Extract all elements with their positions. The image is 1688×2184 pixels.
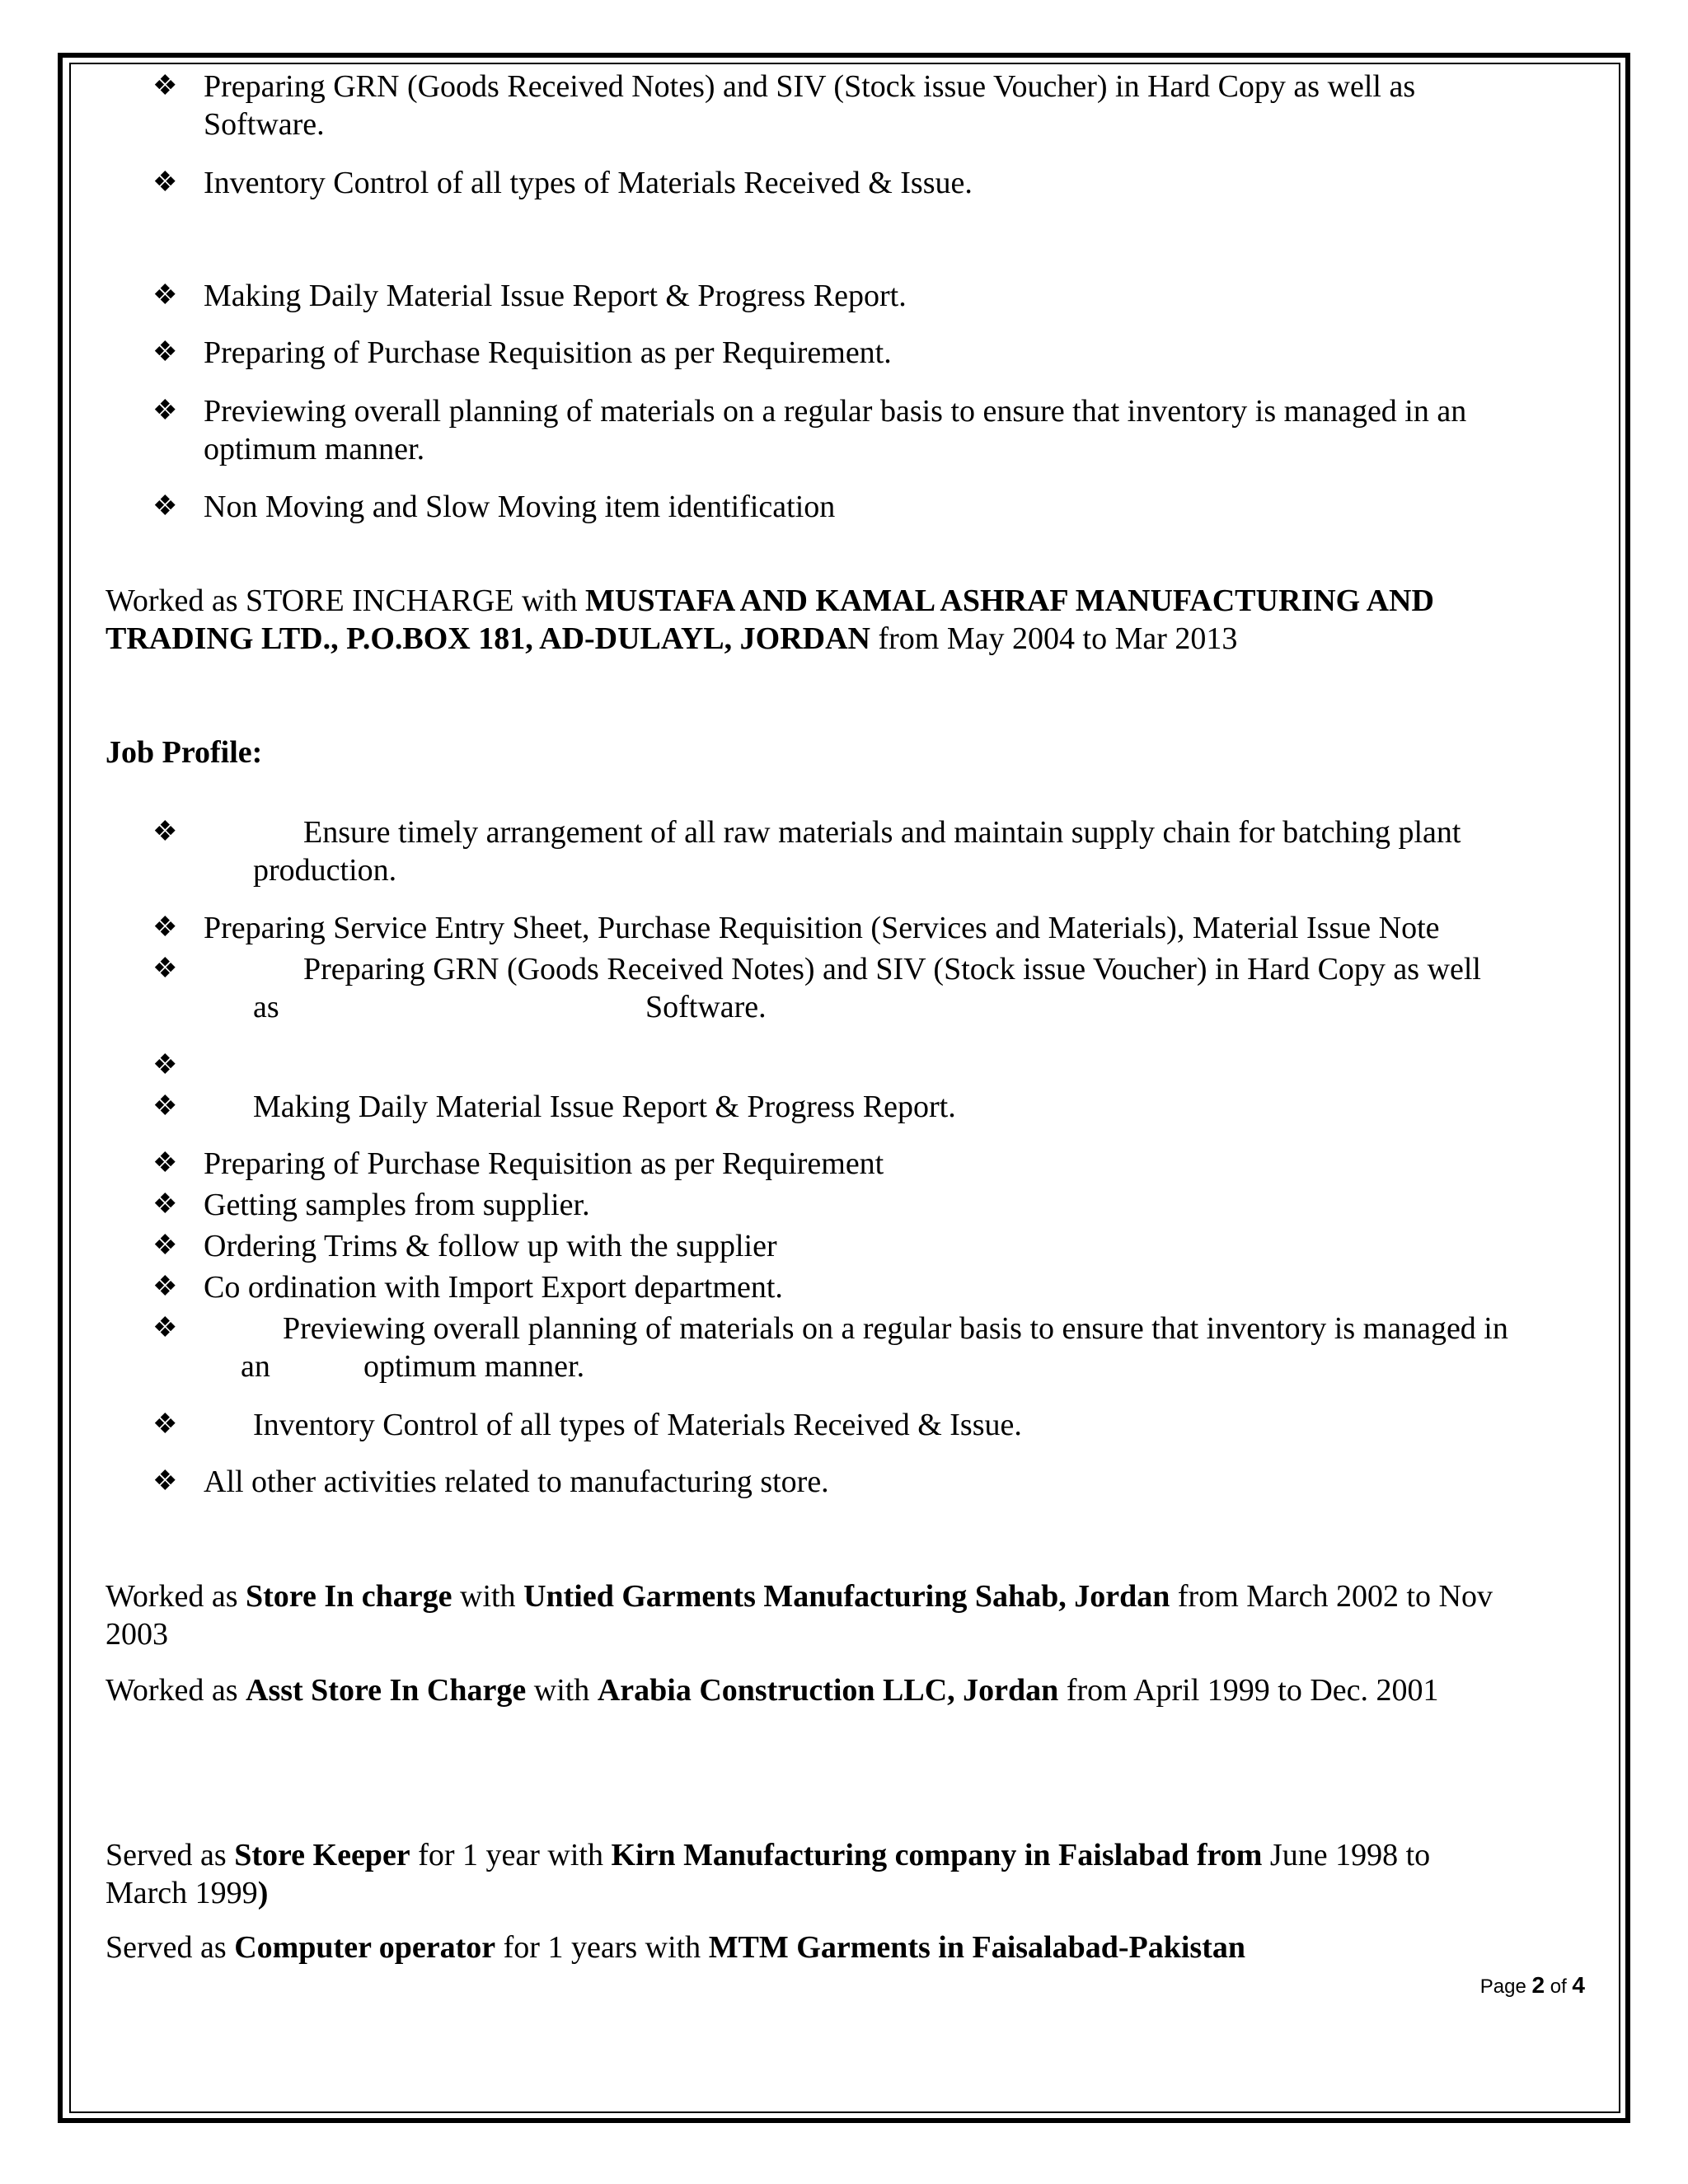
bullet-icon: ❖ bbox=[152, 167, 178, 198]
list-item-continuation: production. bbox=[253, 853, 397, 888]
list-item: Co ordination with Import Export department. bbox=[204, 1270, 783, 1305]
bullet-icon: ❖ bbox=[152, 954, 178, 984]
employment-line: Served as Store Keeper for 1 year with Kirn Manufacturing company in Faislabad from June 1998 to bbox=[106, 1838, 1431, 1872]
list-item-continuation: optimum manner. bbox=[363, 1349, 585, 1384]
list-item: Making Daily Material Issue Report & Progress Report. bbox=[204, 279, 907, 313]
bullet-icon: ❖ bbox=[152, 1313, 178, 1343]
bullet-icon: ❖ bbox=[152, 491, 178, 522]
page-number: Page 2 of 4 bbox=[1479, 1972, 1585, 1998]
list-item: Inventory Control of all types of Materials Received & Issue. bbox=[253, 1408, 1022, 1442]
bullet-icon: ❖ bbox=[152, 1148, 178, 1179]
employment-line: 2003 bbox=[106, 1617, 168, 1652]
bullet-icon: ❖ bbox=[152, 396, 178, 426]
list-item: All other activities related to manufacturing store. bbox=[204, 1465, 829, 1499]
employment-line: Worked as Asst Store In Charge with Arabia Construction LLC, Jordan from April 1999 to Dec. 2001 bbox=[106, 1673, 1439, 1708]
employment-line: Served as Computer operator for 1 years with MTM Garments in Faisalabad-Pakistan bbox=[106, 1930, 1245, 1965]
list-item-continuation: an bbox=[241, 1349, 270, 1384]
list-item-continuation: Software. bbox=[204, 107, 325, 142]
list-item-continuation: as bbox=[253, 990, 279, 1024]
list-item-continuation: optimum manner. bbox=[204, 432, 425, 466]
list-item: Previewing overall planning of materials on a regular basis to ensure that inventory is managed in an bbox=[204, 394, 1467, 429]
list-item: Making Daily Material Issue Report & Progress Report. bbox=[253, 1090, 956, 1124]
employment-line: Worked as Store In charge with Untied Garments Manufacturing Sahab, Jordan from March 2002 to Nov bbox=[106, 1579, 1493, 1614]
bullet-icon: ❖ bbox=[152, 1091, 178, 1122]
employment-line: Worked as STORE INCHARGE with MUSTAFA AND KAMAL ASHRAF MANUFACTURING AND bbox=[106, 583, 1434, 618]
list-item: Preparing of Purchase Requisition as per Requirement. bbox=[204, 335, 892, 370]
list-item: Ensure timely arrangement of all raw materials and maintain supply chain for batching plant bbox=[303, 815, 1461, 850]
list-item: Non Moving and Slow Moving item identification bbox=[204, 490, 836, 524]
list-item: Preparing Service Entry Sheet, Purchase Requisition (Services and Materials), Material Issue Note bbox=[204, 911, 1440, 945]
bullet-icon: ❖ bbox=[152, 1409, 178, 1440]
bullet-icon: ❖ bbox=[152, 912, 178, 943]
bullet-icon: ❖ bbox=[152, 1230, 178, 1261]
list-item: Getting samples from supplier. bbox=[204, 1188, 590, 1222]
employment-line: TRADING LTD., P.O.BOX 181, AD-DULAYL, JORDAN from May 2004 to Mar 2013 bbox=[106, 621, 1238, 656]
list-item: Inventory Control of all types of Materials Received & Issue. bbox=[204, 166, 973, 200]
employment-line: March 1999) bbox=[106, 1876, 269, 1910]
list-item-continuation: Software. bbox=[645, 990, 767, 1024]
bullet-icon: ❖ bbox=[152, 817, 178, 847]
bullet-icon: ❖ bbox=[152, 337, 178, 368]
list-item: Ordering Trims & follow up with the supplier bbox=[204, 1229, 777, 1263]
bullet-icon: ❖ bbox=[152, 1272, 178, 1302]
bullet-icon: ❖ bbox=[152, 1466, 178, 1497]
list-item: Previewing overall planning of materials on a regular basis to ensure that inventory is managed in bbox=[283, 1311, 1508, 1346]
bullet-icon: ❖ bbox=[152, 280, 178, 311]
list-item: Preparing GRN (Goods Received Notes) and SIV (Stock issue Voucher) in Hard Copy as well as bbox=[204, 69, 1416, 104]
section-heading: Job Profile: bbox=[106, 735, 263, 770]
bullet-icon: ❖ bbox=[152, 1050, 178, 1080]
bullet-icon: ❖ bbox=[152, 71, 178, 101]
bullet-icon: ❖ bbox=[152, 1189, 178, 1220]
list-item: Preparing of Purchase Requisition as per Requirement bbox=[204, 1146, 884, 1181]
list-item: Preparing GRN (Goods Received Notes) and SIV (Stock issue Voucher) in Hard Copy as well bbox=[303, 952, 1481, 987]
